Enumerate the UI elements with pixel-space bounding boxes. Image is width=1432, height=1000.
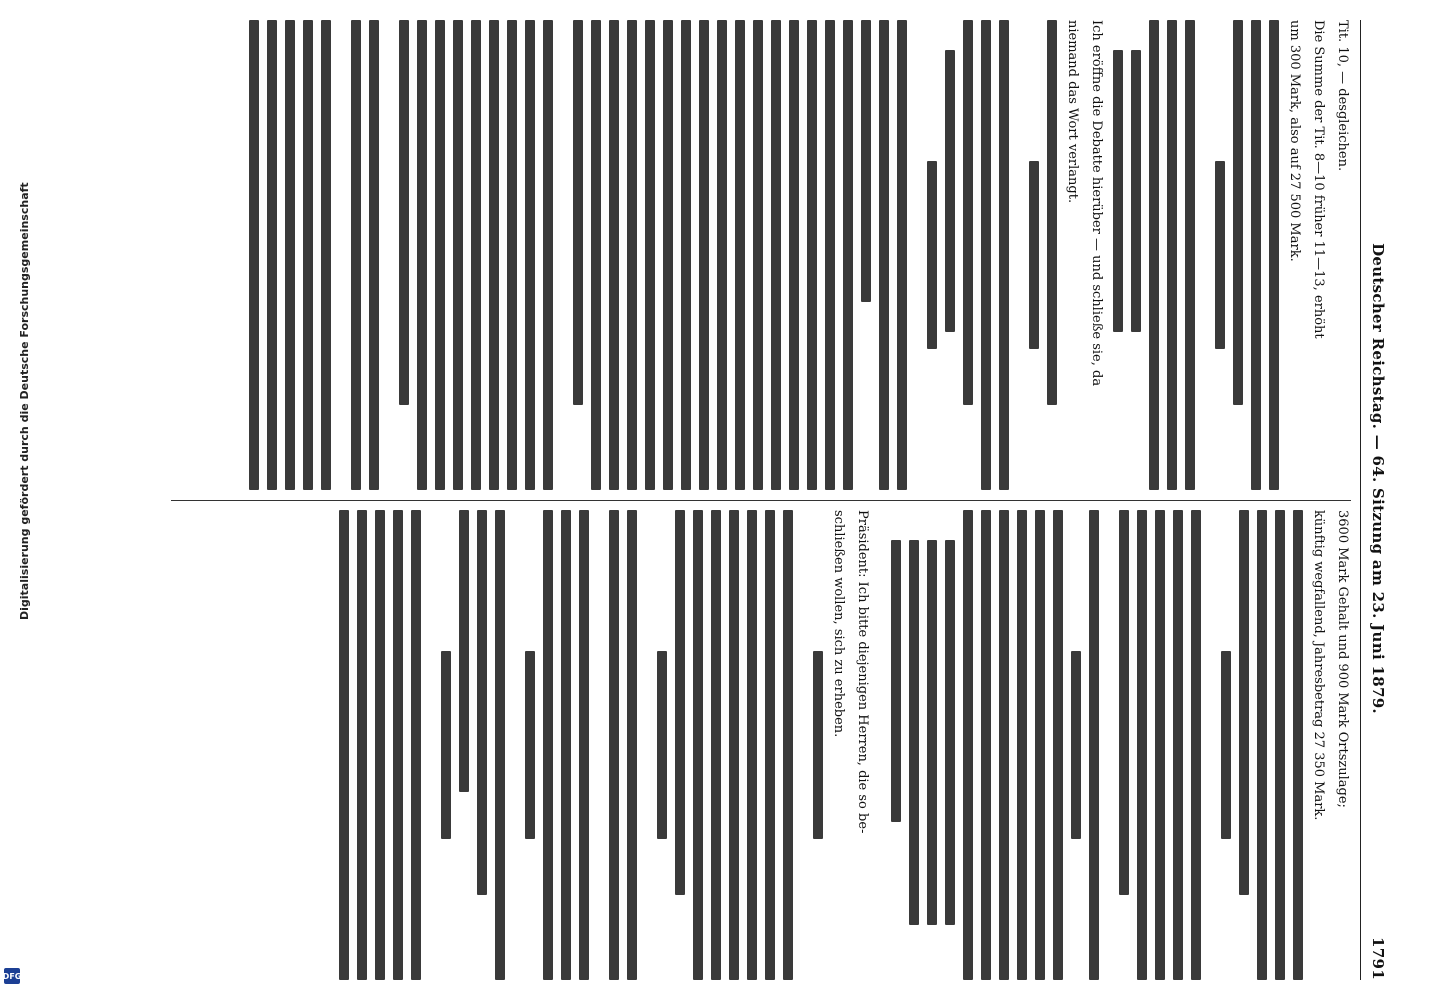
- text-line: [999, 510, 1009, 980]
- text-line: [657, 651, 667, 839]
- text-line: [1221, 651, 1231, 839]
- text-line: [411, 510, 421, 980]
- dfg-logo: DFG: [4, 968, 20, 984]
- text-line: [1047, 20, 1057, 405]
- text-line: [861, 20, 871, 302]
- text-line: [1191, 510, 1201, 980]
- paragraph-line: Präsident: Ich bitte diejenigen Herren, die so be-: [855, 510, 870, 834]
- text-line: [1233, 20, 1243, 405]
- text-line: [717, 20, 727, 490]
- text-line: [267, 20, 277, 490]
- text-line: [675, 510, 685, 895]
- paragraph-line: niemand das Wort verlangt.: [1065, 20, 1080, 204]
- text-line: [1251, 20, 1261, 490]
- text-line: [681, 20, 691, 490]
- text-line: [573, 20, 583, 405]
- text-line: [543, 510, 553, 980]
- text-line: [393, 510, 403, 980]
- text-line: [351, 20, 361, 490]
- paragraph-line: 3600 Mark Gehalt und 900 Mark Ortszulage;: [1335, 510, 1350, 808]
- text-line: [945, 50, 955, 332]
- text-line: [435, 20, 445, 490]
- text-line: [249, 20, 259, 490]
- text-line: [981, 510, 991, 980]
- text-line: [543, 20, 553, 490]
- left-column: [121, 510, 1351, 980]
- text-line: [765, 510, 775, 980]
- text-line: [753, 20, 763, 490]
- paragraph-line: künftig wegfallend, Jahresbetrag 27 350 Mark.: [1311, 510, 1326, 821]
- text-line: [825, 20, 835, 490]
- text-line: [729, 510, 739, 980]
- text-line: [789, 20, 799, 490]
- text-line: [735, 20, 745, 490]
- digitization-sidebar: [0, 0, 31, 1000]
- text-line: [1071, 651, 1081, 839]
- text-line: [909, 540, 919, 925]
- text-line: [441, 651, 451, 839]
- text-line: [609, 20, 619, 490]
- text-line: [813, 651, 823, 839]
- page-number: 1791: [1369, 937, 1387, 980]
- text-line: [561, 510, 571, 980]
- paragraph-line: Die Summe der Tit. 8—10 früher 11—13, erhöht: [1311, 20, 1326, 339]
- paragraph-line: schließen wollen, sich zu erheben.: [831, 510, 846, 738]
- text-line: [285, 20, 295, 490]
- text-line: [981, 20, 991, 490]
- column-divider: [171, 500, 1351, 501]
- text-line: [645, 20, 655, 490]
- paragraph-line: Tit. 10, — desgleichen.: [1335, 20, 1350, 172]
- text-line: [579, 510, 589, 980]
- text-line: [507, 20, 517, 490]
- text-line: [1167, 20, 1177, 490]
- running-title: Deutscher Reichstag. — 64. Sitzung am 23. Juni 1879.: [1369, 243, 1387, 714]
- text-line: [1239, 510, 1249, 895]
- text-line: [1137, 510, 1147, 980]
- text-line: [1155, 510, 1165, 980]
- text-line: [1119, 510, 1129, 895]
- text-line: [843, 20, 853, 490]
- text-line: [369, 20, 379, 490]
- text-line: [1293, 510, 1303, 980]
- text-line: [1017, 510, 1027, 980]
- text-line: [1035, 510, 1045, 980]
- text-line: [471, 20, 481, 490]
- text-line: [489, 20, 499, 490]
- text-line: [1173, 510, 1183, 980]
- text-line: [627, 510, 637, 980]
- text-line: [357, 510, 367, 980]
- text-line: [525, 20, 535, 490]
- text-line: [1131, 50, 1141, 332]
- text-line: [771, 20, 781, 490]
- text-line: [399, 20, 409, 405]
- document-page: [95, 20, 1395, 980]
- text-line: [963, 20, 973, 405]
- text-line: [417, 20, 427, 490]
- text-line: [1149, 20, 1159, 490]
- text-line: [1269, 20, 1279, 490]
- page-header: [1360, 20, 1395, 980]
- text-line: [375, 510, 385, 980]
- text-line: [1029, 161, 1039, 349]
- text-line: [807, 20, 817, 490]
- digitization-note: Digitalisierung gefördert durch die Deutsche Forschungsgemeinschaft: [18, 182, 31, 620]
- text-line: [927, 540, 937, 925]
- text-line: [1215, 161, 1225, 349]
- text-line: [693, 510, 703, 980]
- text-line: [1185, 20, 1195, 490]
- text-line: [1275, 510, 1285, 980]
- text-line: [1089, 510, 1099, 980]
- right-column: [121, 20, 1351, 490]
- text-line: [699, 20, 709, 490]
- text-line: [945, 540, 955, 925]
- text-line: [591, 20, 601, 490]
- text-line: [1053, 510, 1063, 980]
- text-line: [303, 20, 313, 490]
- text-line: [663, 20, 673, 490]
- text-line: [999, 20, 1009, 490]
- text-line: [477, 510, 487, 895]
- text-line: [453, 20, 463, 490]
- text-line: [747, 510, 757, 980]
- text-line: [495, 510, 505, 980]
- text-line: [927, 161, 937, 349]
- text-line: [609, 510, 619, 980]
- text-line: [711, 510, 721, 980]
- text-line: [783, 510, 793, 980]
- text-line: [1113, 50, 1123, 332]
- text-line: [891, 540, 901, 822]
- text-line: [339, 510, 349, 980]
- paragraph-line: um 300 Mark, also auf 27 500 Mark.: [1287, 20, 1302, 262]
- text-line: [459, 510, 469, 792]
- text-line: [879, 20, 889, 490]
- text-line: [321, 20, 331, 490]
- text-line: [963, 510, 973, 980]
- paragraph-line: Ich eröffne die Debatte hierüber — und schließe sie, da: [1089, 20, 1104, 387]
- text-line: [897, 20, 907, 490]
- text-line: [525, 651, 535, 839]
- text-line: [627, 20, 637, 490]
- text-line: [1257, 510, 1267, 980]
